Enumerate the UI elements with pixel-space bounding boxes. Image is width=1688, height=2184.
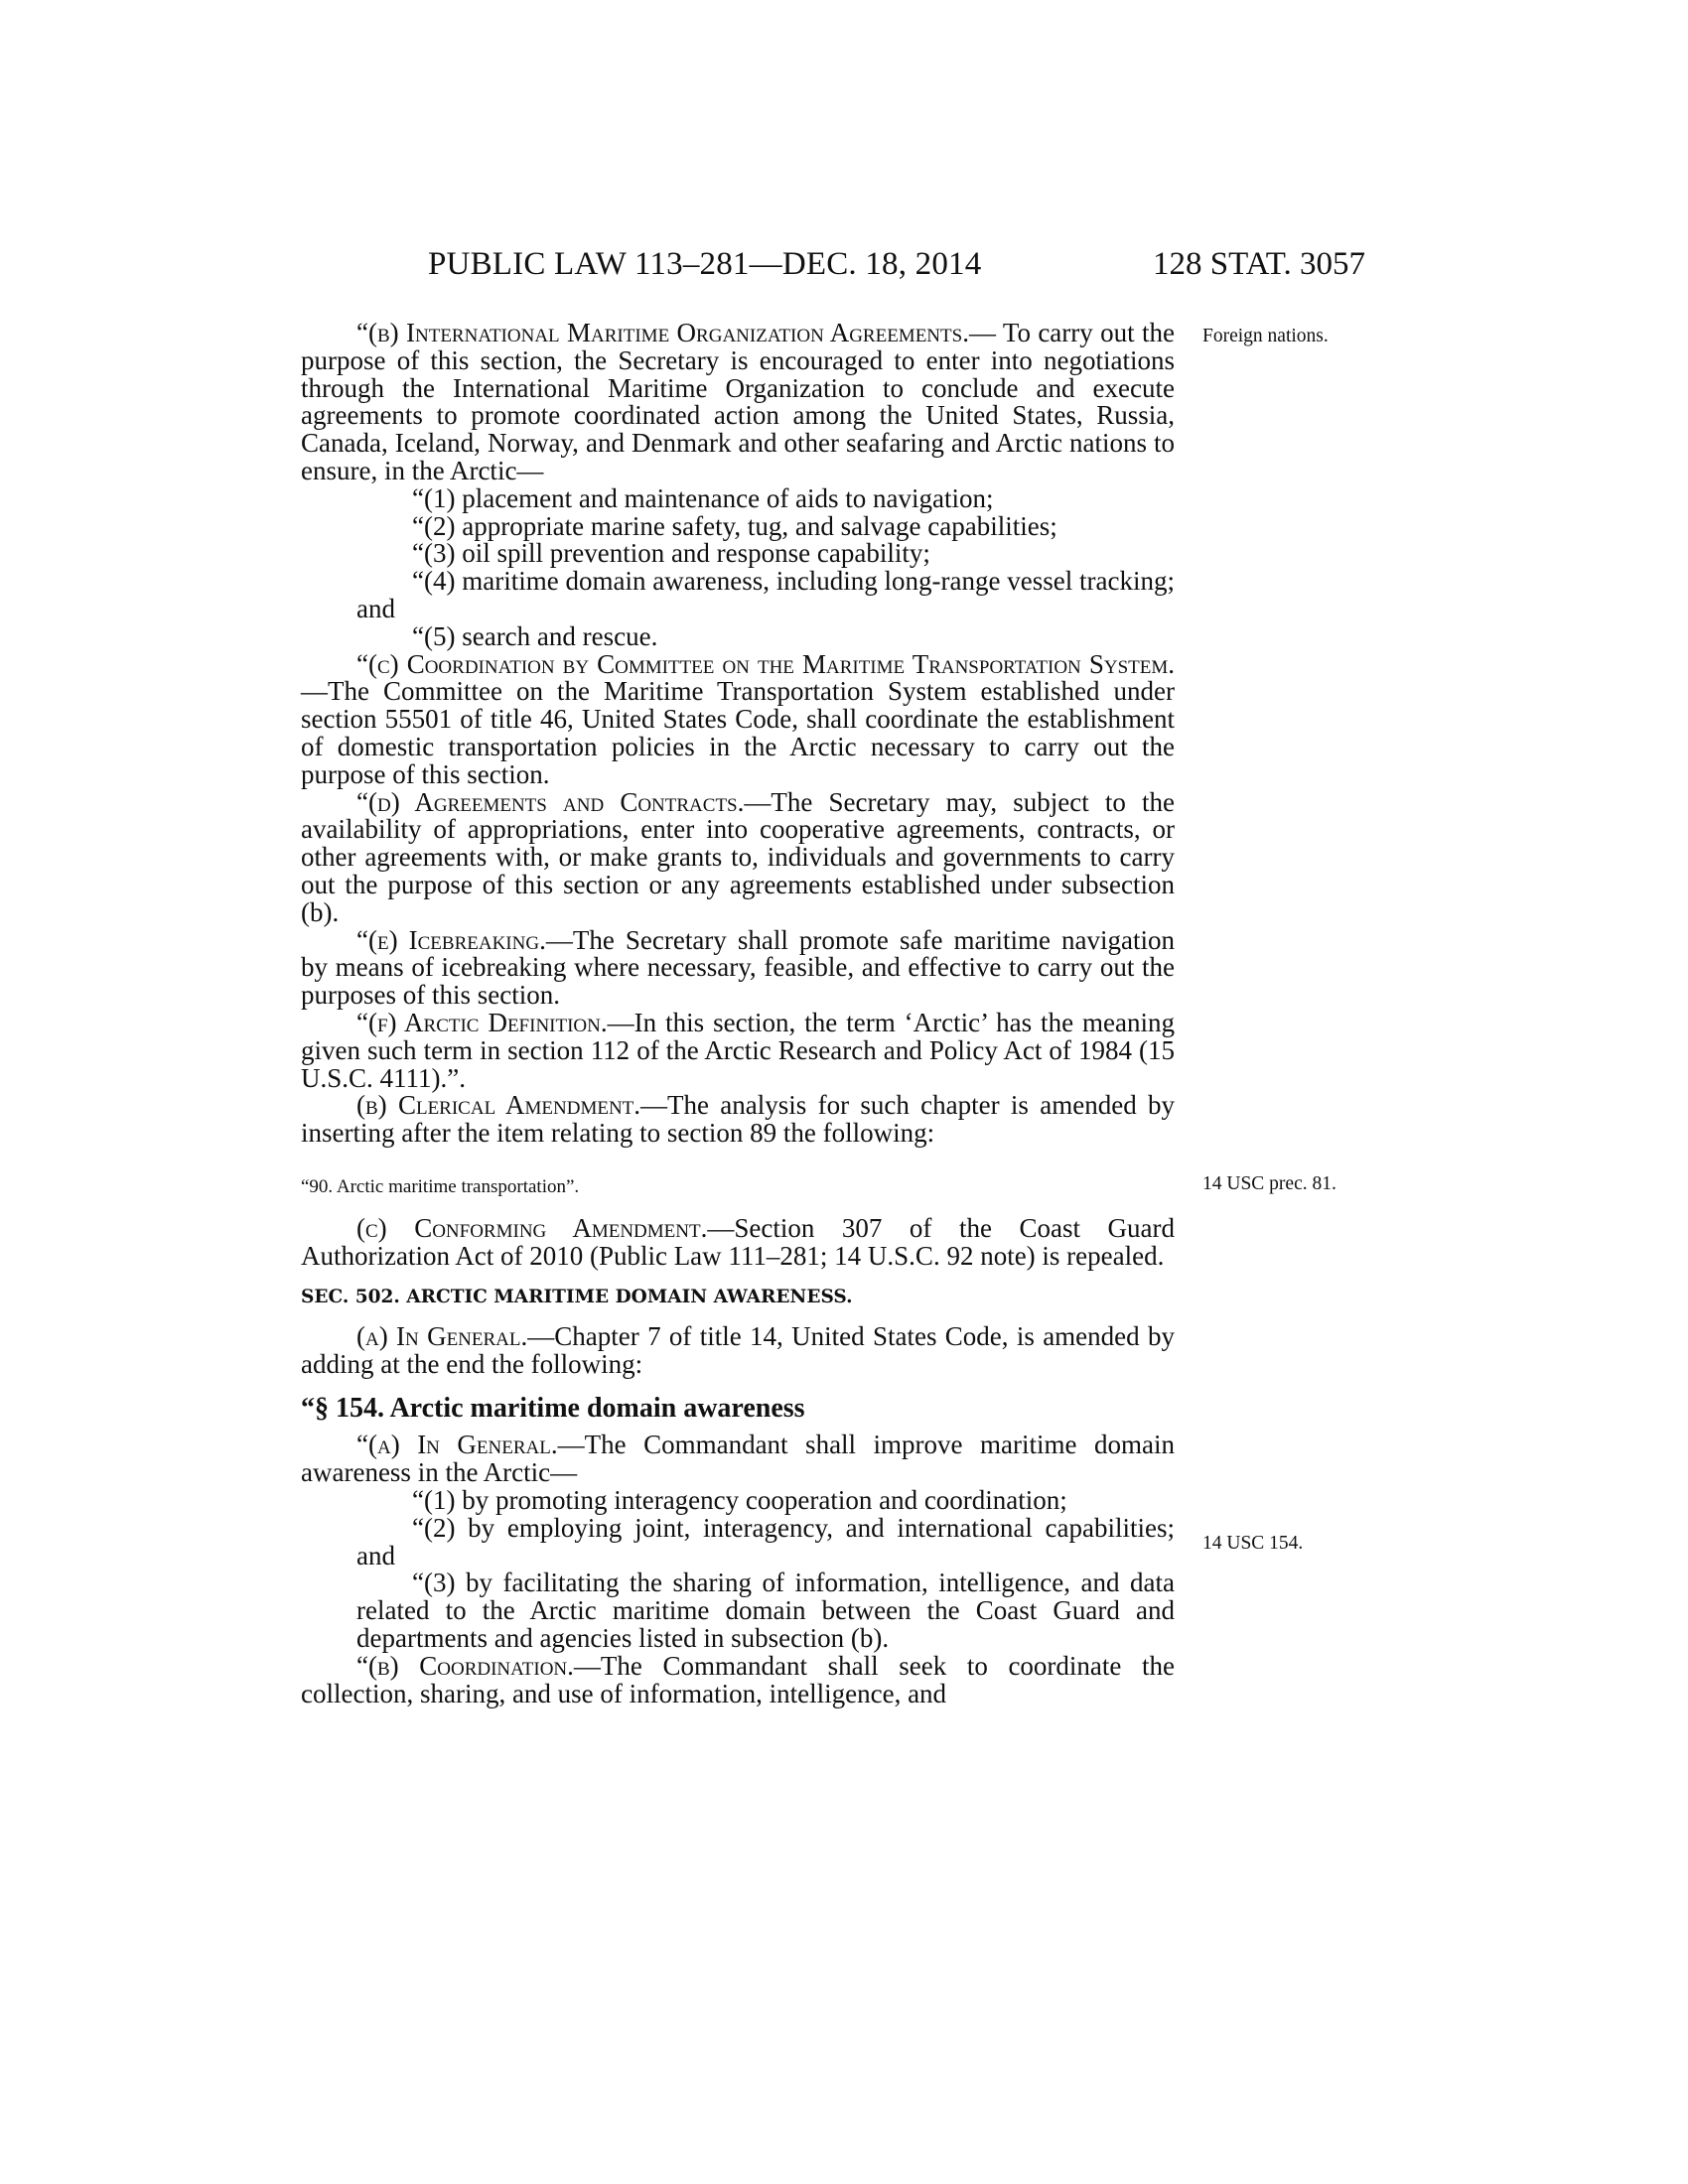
sec154-subsection-b-heading: “(b) Coordination.— [356, 1650, 601, 1681]
paragraph-b4: “(4) maritime domain awareness, including long-range vessel tracking; and [356, 566, 1175, 623]
section-502-heading: SEC. 502. ARCTIC MARITIME DOMAIN AWARENESS. [301, 1287, 853, 1308]
subsection-b [301, 320, 1175, 485]
subsection-e-heading: “(e) Icebreaking.— [356, 924, 573, 955]
header-title: PUBLIC LAW 113–281—DEC. 18, 2014 [428, 246, 982, 282]
margin-note-usc-prec: 14 USC prec. 81. [1202, 1173, 1336, 1194]
sec154-subsection-a-heading: “(a) In General.— [356, 1430, 585, 1460]
clerical-amendment-heading: (b) Clerical Amendment.— [356, 1090, 668, 1121]
paragraph-a3: “(3) by facilitating the sharing of information, intelligence, and data related to the Arctic maritime domain between the Coast Guard and departments and agencies listed in subsection (b). [356, 1568, 1175, 1654]
subsection-f-heading: “(f) Arctic Definition.— [356, 1007, 634, 1037]
paragraph-a1: “(1) by promoting interagency cooperation and coordination; [412, 1485, 1067, 1516]
header-stat: 128 STAT. 3057 [1152, 246, 1365, 282]
sec502-subsection-a-text: Chapter 7 of title 14, United States Code, is amended by adding at the end the following: [301, 1321, 1175, 1379]
sec154-subsection-b-text: The Commandant shall seek to coordinate the collection, sharing, and use of information, intelligence, and [301, 1650, 1176, 1708]
margin-note-usc-154: 14 USC 154. [1202, 1533, 1304, 1554]
clerical-amendment [301, 1092, 1175, 1148]
sec154-subsection-b [301, 1650, 1176, 1708]
margin-note-foreign-nations: Foreign nations. [1202, 326, 1329, 346]
document-body [301, 320, 1175, 1707]
subsection-f-text: In this section, the term ‘Arctic’ has the meaning given such term in section 112 of the Arctic Research and Policy Act of 1984 (15 U.S.C. 4111).”. [301, 1007, 1175, 1093]
subsection-b-heading: “(b) International Maritime Organization Agreements.— [356, 318, 996, 347]
sec154-subsection-a-text: The Commandant shall improve maritime domain awareness in the Arctic— [301, 1430, 1175, 1488]
subsection-d-heading: “(d) Agreements and Contracts.— [356, 786, 772, 817]
subsection-f [301, 1007, 1175, 1093]
subsection-e-text: The Secretary shall promote safe maritime navigation by means of icebreaking where necessary, feasible, and effective to carry out the purposes of this section. [301, 924, 1175, 1011]
conforming-amendment-text: Section 307 of the Coast Guard Authorization Act of 2010 (Public Law 111–281; 14 U.S.C. 92 note) is repealed. [301, 1212, 1175, 1271]
clerical-amendment-text: The analysis for such chapter is amended by inserting after the item relating to section 89 the following: [301, 1090, 1175, 1149]
paragraph-b2: “(2) appropriate marine safety, tug, and salvage capabilities; [412, 510, 1057, 541]
paragraph-b3: “(3) oil spill prevention and response capability; [412, 538, 930, 569]
sec502-subsection-a [301, 1323, 1175, 1379]
page-header [301, 246, 1365, 290]
conforming-amendment [301, 1212, 1175, 1271]
subsection-c-heading: “(c) Coordination by Committee on the Maritime Transportation System.— [301, 648, 1175, 707]
conforming-amendment-heading: (c) Conforming Amendment.— [356, 1212, 735, 1243]
subsection-e [301, 924, 1175, 1011]
subsection-c [301, 648, 1175, 789]
paragraph-a2: “(2) by employing joint, interagency, and international capabilities; and [356, 1512, 1175, 1570]
chapter-analysis-item: “90. Arctic maritime transportation”. [301, 1175, 580, 1197]
subsection-d-text: The Secretary may, subject to the availability of appropriations, enter into cooperative agreements, contracts, or other agreements with, or make grants to, individuals and governments to carry out the purpose of this section or any agreements established under subsection (b). [301, 786, 1175, 927]
section-154-heading: “§ 154. Arctic maritime domain awareness [301, 1392, 805, 1424]
subsection-d [301, 786, 1175, 927]
sec154-subsection-a [301, 1432, 1175, 1487]
sec502-subsection-a-heading: (a) In General.— [356, 1321, 555, 1352]
subsection-c-text: The Committee on the Maritime Transportation System established under section 55501 of title 46, United States Code, shall coordinate the establishment of domestic transportation policies in the Arctic necessary to carry out the purpose of this section. [301, 676, 1175, 789]
subsection-b-text: To carry out the purpose of this section, the Secretary is encouraged to enter into negotiations through the International Maritime Organization to conclude and execute agreements to promote coordinated action among the United States, Russia, Canada, Iceland, Norway, and Denmark and other seafaring and Arctic nations to ensure, in the Arctic— [301, 318, 1175, 485]
paragraph-b1: “(1) placement and maintenance of aids to navigation; [412, 482, 994, 513]
paragraph-b5: “(5) search and rescue. [412, 620, 658, 651]
